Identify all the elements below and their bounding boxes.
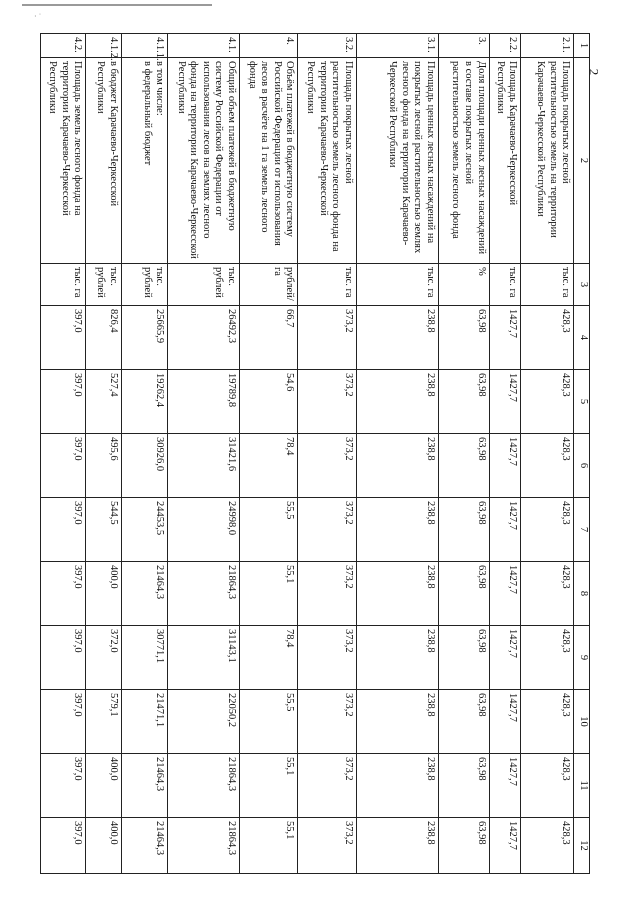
value-cell: 31421,6: [168, 434, 240, 498]
value-cell: 373,2: [298, 498, 356, 562]
row-unit: тыс. га: [521, 264, 574, 306]
row-name: [168, 58, 240, 264]
value-cell: 22050,2: [168, 690, 240, 754]
table-row: [41, 34, 86, 874]
row-unit: тыс. га: [489, 264, 521, 306]
header-cell: 7: [574, 498, 590, 562]
value-cell: 21464,3: [122, 754, 168, 818]
value-cell: 78,4: [240, 626, 298, 690]
row-number: 3.: [439, 34, 490, 58]
row-name: [356, 58, 438, 264]
row-number: 4.1.1.: [122, 34, 168, 58]
value-cell: 1427,7: [489, 562, 521, 626]
value-cell: 1427,7: [489, 370, 521, 434]
scan-artifact-dots: · ˙: [34, 12, 42, 21]
value-cell: 24998,0: [168, 498, 240, 562]
value-cell: 397,0: [41, 498, 86, 562]
value-cell: 63,98: [439, 626, 490, 690]
value-cell: 21864,3: [168, 562, 240, 626]
value-cell: 63,98: [439, 754, 490, 818]
value-cell: 397,0: [41, 626, 86, 690]
value-cell: 238,8: [356, 690, 438, 754]
row-unit: тыс. рублей: [86, 264, 122, 306]
row-name-text: в том числе:: [154, 61, 166, 116]
value-cell: 428,3: [521, 754, 574, 818]
row-number: 4.2.: [41, 34, 86, 58]
value-cell: 1427,7: [489, 626, 521, 690]
value-cell: 63,98: [439, 562, 490, 626]
value-cell: 238,8: [356, 754, 438, 818]
value-cell: 495,6: [86, 434, 122, 498]
row-name: [439, 58, 490, 264]
header-cell: 5: [574, 370, 590, 434]
value-cell: 428,3: [521, 626, 574, 690]
row-name-text: в бюджет Карачаево-Черкесской Республики: [95, 61, 119, 207]
value-cell: 63,98: [439, 690, 490, 754]
row-name: [122, 58, 168, 264]
value-cell: 63,98: [439, 434, 490, 498]
row-name: [41, 58, 86, 264]
rotated-page-inner: [40, 33, 590, 873]
value-cell: 428,3: [521, 370, 574, 434]
header-cell: 3: [574, 264, 590, 306]
value-cell: 63,98: [439, 306, 490, 370]
value-cell: 826,4: [86, 306, 122, 370]
value-cell: 31143,1: [168, 626, 240, 690]
value-cell: 1427,7: [489, 818, 521, 874]
value-cell: 238,8: [356, 434, 438, 498]
value-cell: 19789,8: [168, 370, 240, 434]
value-cell: 238,8: [356, 818, 438, 874]
row-number: 3.1.: [356, 34, 438, 58]
value-cell: 372,0: [86, 626, 122, 690]
row-name-text: Доля площади ценных лесных насаждений в составе покрытых лесной растительностью земель лесного фонда: [450, 61, 487, 255]
row-unit: тыс. га: [41, 264, 86, 306]
value-cell: 63,98: [439, 498, 490, 562]
header-cell: 2: [574, 58, 590, 264]
row-name-text: Площадь Карачаево-Черкесской Республики: [494, 61, 519, 206]
value-cell: 397,0: [41, 434, 86, 498]
value-cell: 1427,7: [489, 690, 521, 754]
indicators-table: [40, 33, 590, 874]
table-row: [439, 34, 490, 874]
value-cell: 373,2: [298, 690, 356, 754]
row-name-text: Площадь земель лесного фонда на территории Карачаево-Черкесской Республики: [46, 61, 84, 216]
value-cell: 21864,3: [168, 754, 240, 818]
value-cell: 238,8: [356, 306, 438, 370]
value-cell: 21464,3: [122, 818, 168, 874]
value-cell: 238,8: [356, 562, 438, 626]
value-cell: 397,0: [41, 818, 86, 874]
table-row: [521, 34, 574, 874]
table-row: [240, 34, 298, 874]
value-cell: 1427,7: [489, 754, 521, 818]
header-cell: 10: [574, 690, 590, 754]
row-unit: тыс. га: [356, 264, 438, 306]
header-cell: 11: [574, 754, 590, 818]
row-name: [240, 58, 298, 264]
row-number: 4.1.: [168, 34, 240, 58]
value-cell: 21864,3: [168, 818, 240, 874]
value-cell: 397,0: [41, 306, 86, 370]
value-cell: 400,0: [86, 562, 122, 626]
value-cell: 24453,5: [122, 498, 168, 562]
row-unit: %: [439, 264, 490, 306]
value-cell: 30771,1: [122, 626, 168, 690]
value-cell: 373,2: [298, 754, 356, 818]
value-cell: 66,7: [240, 306, 298, 370]
row-name-text: Площадь покрытых лесной растительностью земель лесного фонда на территории Карачаево-Черкесской Республики: [305, 61, 354, 252]
value-cell: 428,3: [521, 690, 574, 754]
row-name: [521, 58, 574, 264]
table-header-row: [574, 34, 590, 874]
value-cell: 373,2: [298, 434, 356, 498]
row-number: 2.1.: [521, 34, 574, 58]
row-name: [489, 58, 521, 264]
row-name-text: Площадь ценных лесных насаждений на покрытых лесной растительностью землях лесного фонда на территории Карачаево-Черкесской Республики: [387, 61, 437, 254]
value-cell: 1427,7: [489, 434, 521, 498]
row-name: [86, 58, 122, 264]
value-cell: 579,1: [86, 690, 122, 754]
value-cell: 428,3: [521, 434, 574, 498]
value-cell: 400,0: [86, 818, 122, 874]
row-unit: тыс. рублей: [122, 264, 168, 306]
value-cell: 544,5: [86, 498, 122, 562]
row-number: 4.: [240, 34, 298, 58]
value-cell: 373,2: [298, 562, 356, 626]
value-cell: 54,6: [240, 370, 298, 434]
header-cell: 12: [574, 818, 590, 874]
header-cell: 8: [574, 562, 590, 626]
value-cell: 21464,3: [122, 562, 168, 626]
row-number: 2.2.: [489, 34, 521, 58]
value-cell: 397,0: [41, 562, 86, 626]
table-row: [298, 34, 356, 874]
value-cell: 238,8: [356, 498, 438, 562]
row-unit: тыс. рублей: [168, 264, 240, 306]
value-cell: 373,2: [298, 306, 356, 370]
value-cell: 26492,3: [168, 306, 240, 370]
row-number: 4.1.2.: [86, 34, 122, 58]
value-cell: 428,3: [521, 818, 574, 874]
value-cell: 428,3: [521, 562, 574, 626]
value-cell: 238,8: [356, 626, 438, 690]
value-cell: 428,3: [521, 498, 574, 562]
table-row: [168, 34, 240, 874]
value-cell: 1427,7: [489, 306, 521, 370]
value-cell: 78,4: [240, 434, 298, 498]
value-cell: 55,1: [240, 754, 298, 818]
value-cell: 55,5: [240, 690, 298, 754]
value-cell: 428,3: [521, 306, 574, 370]
value-cell: 63,98: [439, 370, 490, 434]
value-cell: 400,0: [86, 754, 122, 818]
scan-artifact-line: [22, 4, 212, 6]
table-row: [122, 34, 168, 874]
row-name: [298, 58, 356, 264]
header-cell: 4: [574, 306, 590, 370]
value-cell: 30926,0: [122, 434, 168, 498]
header-cell: 9: [574, 626, 590, 690]
value-cell: 55,1: [240, 562, 298, 626]
value-cell: 1427,7: [489, 498, 521, 562]
row-number: 3.2.: [298, 34, 356, 58]
value-cell: 373,2: [298, 626, 356, 690]
value-cell: 55,1: [240, 818, 298, 874]
value-cell: 25665,9: [122, 306, 168, 370]
page-number: 2: [586, 68, 602, 76]
value-cell: 397,0: [41, 370, 86, 434]
value-cell: 397,0: [41, 690, 86, 754]
value-cell: 55,5: [240, 498, 298, 562]
value-cell: 21471,1: [122, 690, 168, 754]
table-row: [86, 34, 122, 874]
value-cell: 19262,4: [122, 370, 168, 434]
row-unit: тыс. га: [298, 264, 356, 306]
header-cell: 1: [574, 34, 590, 58]
value-cell: 373,2: [298, 818, 356, 874]
value-cell: 397,0: [41, 754, 86, 818]
table-row: [489, 34, 521, 874]
value-cell: 373,2: [298, 370, 356, 434]
value-cell: 238,8: [356, 370, 438, 434]
row-name-text: Общий объем платежей в бюджетную систему Российской Федерации от использования лесов на землях лесного фонда на территории Карачаево-Черкесской Республики: [175, 61, 238, 259]
row-name-text: Объём платежей в бюджетную систему Российской Федерации от использования лесов в расчёте на 1 га земель лесного фонда: [246, 61, 296, 246]
rotated-page: [40, 33, 590, 873]
table-row: [356, 34, 438, 874]
value-cell: 63,98: [439, 818, 490, 874]
row-unit: рублей/га: [240, 264, 298, 306]
value-cell: 527,4: [86, 370, 122, 434]
row-name-subtext: в федеральный бюджет: [141, 61, 153, 166]
header-cell: 6: [574, 434, 590, 498]
row-name-text: Площадь покрытых лесной растительностью земель на территории Карачаево-Черкесской Республики: [535, 61, 572, 238]
